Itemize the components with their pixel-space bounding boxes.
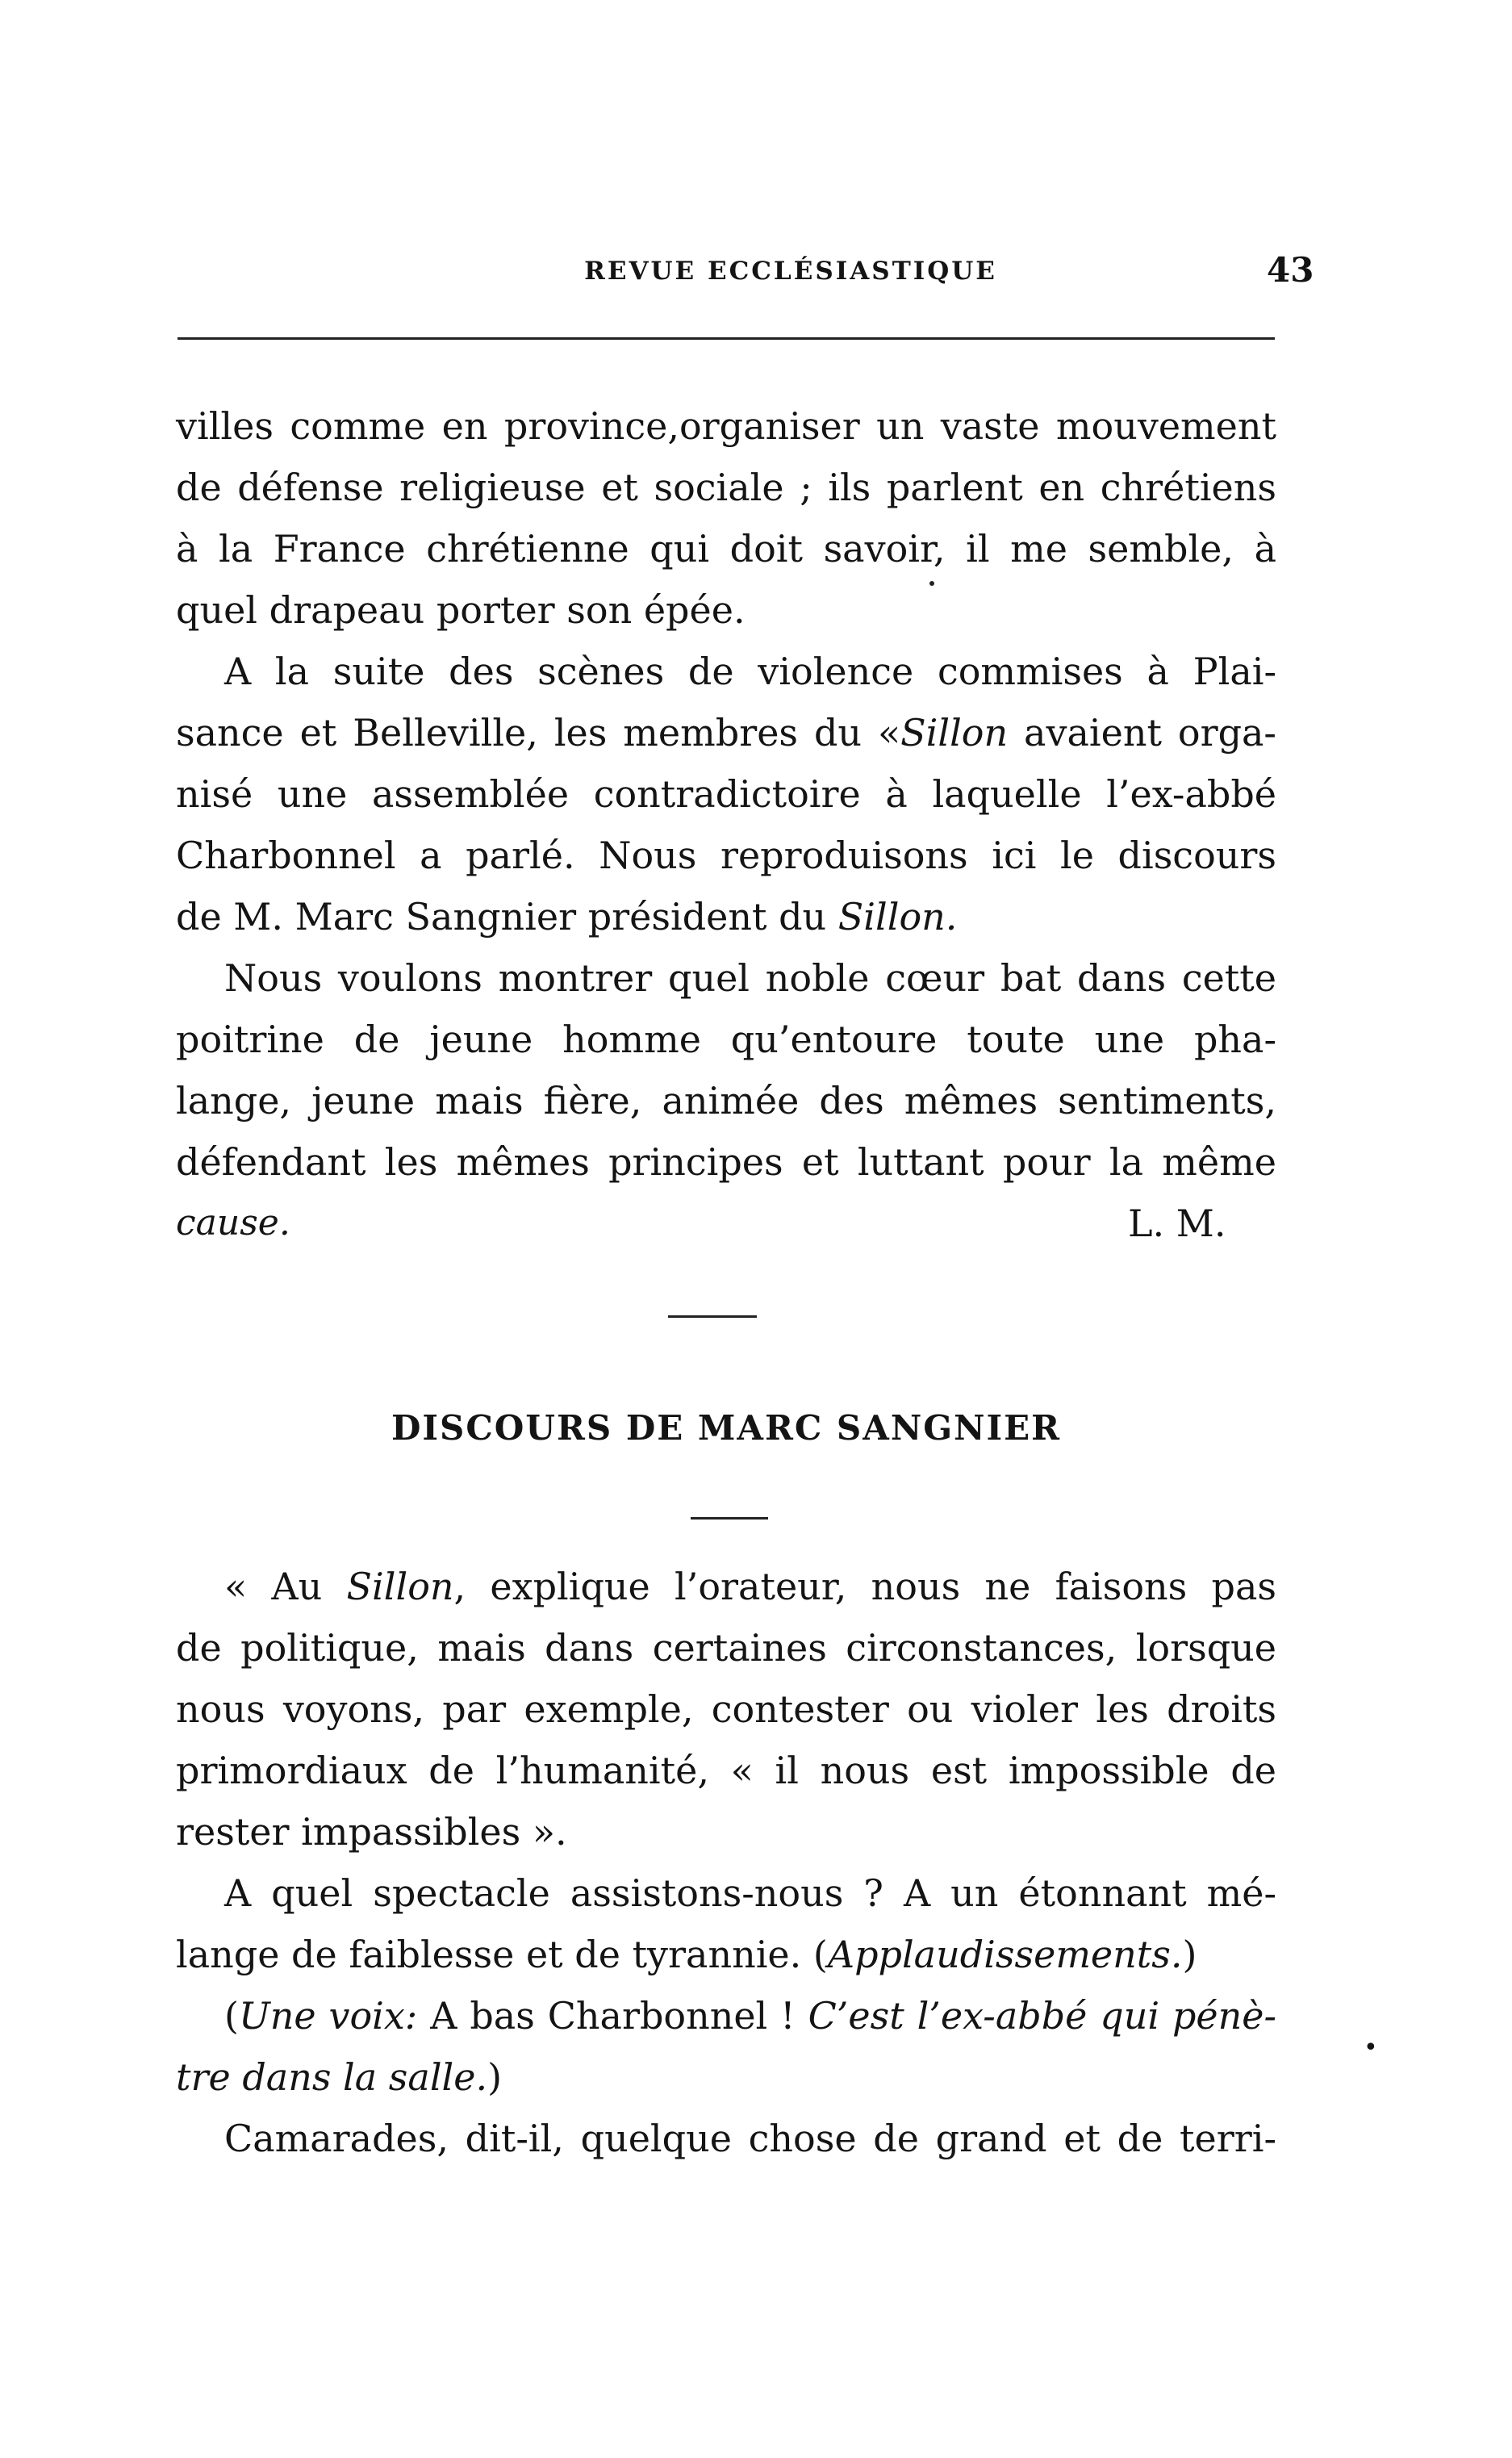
text-span: lange de faiblesse et de tyrannie. (: [176, 1933, 828, 1976]
text-line: A quel spectacle assistons-nous ? A un étonnant mé-: [224, 1871, 1276, 1915]
text-span: avaient orga-: [1008, 711, 1276, 755]
text-line: [176, 1924, 1276, 1985]
print-speck: [929, 581, 934, 586]
text-line: quel drapeau porter son épée.: [176, 588, 746, 632]
text-line: Charbonnel a parlé. Nous reproduisons ici le discours: [176, 834, 1276, 877]
text-line: nous voyons, par exemple, contester ou violer les droits: [176, 1687, 1276, 1731]
running-title: REVUE ECCLÉSIASTIQUE: [584, 257, 997, 286]
text-line: primordiaux de l’humanité, « il nous est impossible de: [176, 1749, 1276, 1792]
text-span: ): [487, 2055, 503, 2099]
text-line: [224, 1556, 1276, 1617]
italic-text: cause.: [176, 1202, 290, 1244]
italic-text: tre dans la salle.: [176, 2055, 488, 2099]
text-line: de défense religieuse et sociale ; ils parlent en chrétiens: [176, 466, 1276, 509]
text-line: rester impassibles ».: [176, 1810, 567, 1854]
italic-text: C’est l’ex-abbé qui pénè-: [808, 1994, 1277, 2038]
text-span: sance et Belleville, les membres du «: [176, 711, 901, 755]
text-span: « Au: [224, 1565, 347, 1608]
signature-line: [176, 1193, 1276, 1254]
text-line: nisé une assemblée contradictoire à laquelle l’ex-abbé: [176, 772, 1276, 816]
margin-mark: •: [1364, 2034, 1378, 2062]
text-line: à la France chrétienne qui doit savoir, il me semble, à: [176, 527, 1276, 571]
text-span: de M. Marc Sangnier président du: [176, 895, 838, 938]
text-line: défendant les mêmes principes et luttant pour la même: [176, 1140, 1276, 1184]
italic-text: Sillon: [900, 711, 1009, 755]
section-title: DISCOURS DE MARC SANGNIER: [391, 1408, 1062, 1448]
text-line: lange, jeune mais fière, animée des mêmes sentiments,: [176, 1079, 1276, 1122]
text-line: A la suite des scènes de violence commises à Plai-: [224, 650, 1276, 693]
page-number: 43: [1267, 250, 1314, 290]
text-line: de politique, mais dans certaines circonstances, lorsque: [176, 1626, 1276, 1670]
section-title-rule: [691, 1517, 768, 1520]
text-line: poitrine de jeune homme qu’entoure toute une pha-: [176, 1018, 1276, 1061]
section-divider: [668, 1315, 757, 1318]
text-line: [176, 886, 1276, 947]
italic-text: Sillon: [346, 1565, 454, 1608]
italic-text: Sillon.: [837, 895, 958, 938]
text-line: [224, 1985, 1276, 2046]
text-line: Camarades, dit-il, quelque chose de grand et de terri-: [224, 2117, 1276, 2160]
italic-text: Applaudissements.: [827, 1933, 1183, 1976]
header-rule: [178, 337, 1275, 340]
text-span: A bas Charbonnel !: [417, 1994, 808, 2038]
text-span: ): [1182, 1933, 1197, 1976]
text-span: (: [224, 1994, 239, 2038]
italic-text: Une voix:: [238, 1994, 418, 2038]
text-line: [176, 702, 1276, 763]
text-line: villes comme en province,organiser un vaste mouvement: [176, 404, 1276, 448]
author-initials: L. M.: [1128, 1202, 1226, 1245]
text-line: [176, 2046, 1276, 2108]
text-line: Nous voulons montrer quel noble cœur bat dans cette: [224, 956, 1276, 1000]
text-span: , explique l’orateur, nous ne faisons pas: [453, 1565, 1277, 1608]
